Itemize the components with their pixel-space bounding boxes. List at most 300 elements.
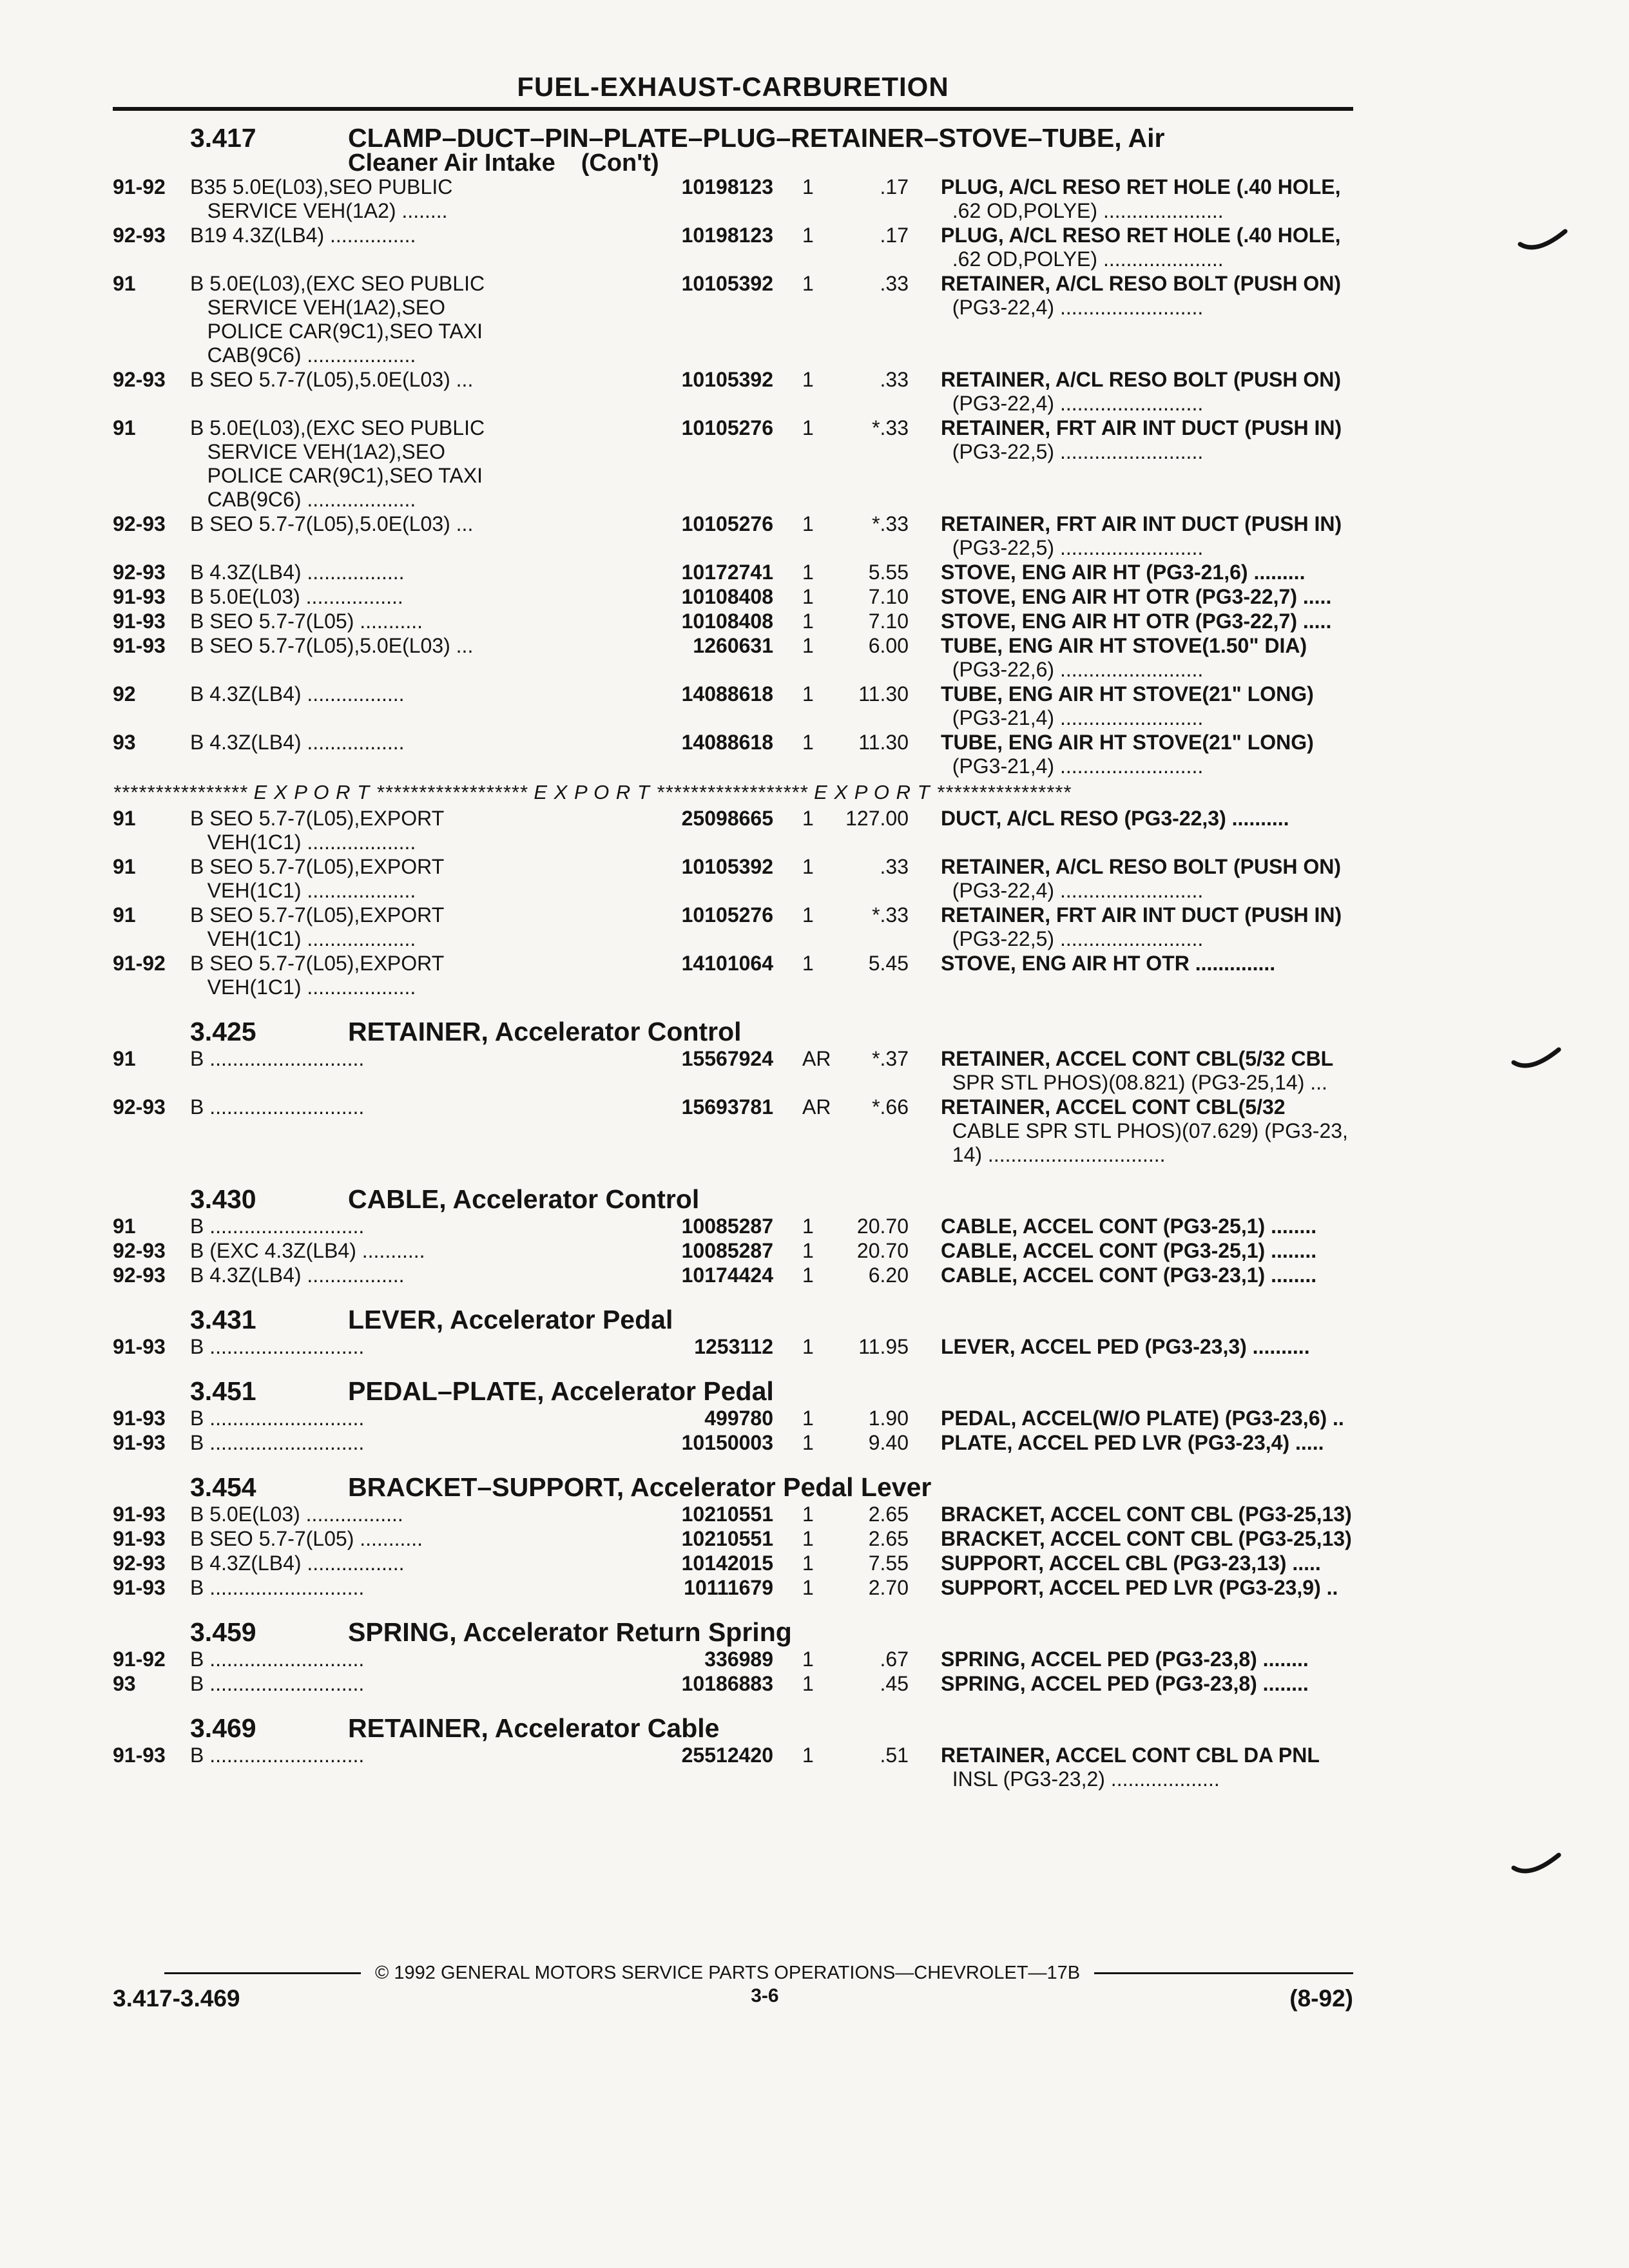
part-name-line: 14) ............................... xyxy=(941,1143,1166,1166)
quantity: 1 xyxy=(802,1335,814,1358)
price: 9.40 xyxy=(868,1431,909,1454)
catalog-section xyxy=(113,1376,1353,1455)
part-name xyxy=(909,731,1353,778)
part-name-line: BRACKET, ACCEL CONT CBL (PG3-25,13) xyxy=(941,1503,1352,1526)
vehicle-description xyxy=(190,1239,654,1263)
model-years: 91 xyxy=(113,416,136,439)
section-title: LEVER, Accelerator Pedal xyxy=(348,1305,673,1334)
part-name-line: (PG3-21,4) ......................... xyxy=(941,754,1204,778)
description-line: VEH(1C1) ................... xyxy=(190,927,416,950)
header-rule xyxy=(113,107,1353,111)
part-number: 10085287 xyxy=(681,1215,773,1238)
part-name xyxy=(909,1648,1353,1671)
part-name-line: RETAINER, FRT AIR INT DUCT (PUSH IN) xyxy=(941,512,1342,535)
parts-row xyxy=(113,1648,1353,1671)
part-name xyxy=(909,224,1353,271)
parts-row xyxy=(113,1576,1353,1600)
parts-row xyxy=(113,1239,1353,1263)
quantity: 1 xyxy=(802,512,814,535)
checkmark-icon xyxy=(1511,1047,1563,1073)
description-line: B (EXC 4.3Z(LB4) ........... xyxy=(190,1239,425,1262)
part-name xyxy=(909,416,1353,512)
part-name-line: SPRING, ACCEL PED (PG3-23,8) ........ xyxy=(941,1672,1309,1695)
quantity: 1 xyxy=(802,1407,814,1430)
part-number: 1253112 xyxy=(694,1335,773,1358)
price: 2.65 xyxy=(868,1503,909,1526)
parts-row xyxy=(113,368,1353,416)
description-line: VEH(1C1) ................... xyxy=(190,975,416,999)
section-heading xyxy=(113,1016,1353,1047)
model-years: 91-92 xyxy=(113,952,166,975)
price: 2.70 xyxy=(868,1576,909,1599)
price: 7.55 xyxy=(868,1552,909,1575)
part-name xyxy=(909,272,1353,367)
model-years: 91-93 xyxy=(113,585,166,608)
part-number: 10172741 xyxy=(681,561,773,584)
description-line: SERVICE VEH(1A2),SEO xyxy=(190,440,445,463)
section-number: 3.459 xyxy=(190,1617,256,1647)
catalog-section xyxy=(113,1472,1353,1600)
part-number: 14088618 xyxy=(681,731,773,754)
part-name-line: RETAINER, FRT AIR INT DUCT (PUSH IN) xyxy=(941,416,1342,439)
parts-row xyxy=(113,561,1353,584)
description-line: B ........................... xyxy=(190,1576,365,1599)
part-name-line: RETAINER, A/CL RESO BOLT (PUSH ON) xyxy=(941,855,1342,878)
part-name xyxy=(909,1407,1353,1430)
quantity: 1 xyxy=(802,561,814,584)
part-name-line: (PG3-22,4) ......................... xyxy=(941,879,1204,902)
price: 2.65 xyxy=(868,1527,909,1550)
parts-row xyxy=(113,855,1353,903)
model-years: 93 xyxy=(113,731,136,754)
vehicle-description xyxy=(190,512,654,560)
quantity: 1 xyxy=(802,1576,814,1599)
description-line: B 5.0E(L03),(EXC SEO PUBLIC xyxy=(190,272,485,295)
vehicle-description xyxy=(190,1503,654,1526)
description-line: SERVICE VEH(1A2) ........ xyxy=(190,199,448,222)
parts-row xyxy=(113,634,1353,682)
part-number: 10108408 xyxy=(681,585,773,608)
price: 7.10 xyxy=(868,610,909,633)
part-name-line: CABLE, ACCEL CONT (PG3-23,1) ........ xyxy=(941,1264,1317,1287)
vehicle-description xyxy=(190,731,654,778)
section-number: 3.425 xyxy=(190,1017,256,1046)
quantity: 1 xyxy=(802,585,814,608)
section-title: BRACKET–SUPPORT, Accelerator Pedal Lever xyxy=(348,1472,932,1502)
part-name-line: SPR STL PHOS)(08.821) (PG3-25,14) ... xyxy=(941,1071,1327,1094)
price: *.33 xyxy=(872,512,909,535)
part-name xyxy=(909,368,1353,416)
description-line: B SEO 5.7-7(L05),EXPORT xyxy=(190,952,445,975)
vehicle-description xyxy=(190,682,654,730)
part-name-line: PEDAL, ACCEL(W/O PLATE) (PG3-23,6) .. xyxy=(941,1407,1344,1430)
part-name xyxy=(909,1264,1353,1287)
part-number: 1260631 xyxy=(693,634,773,657)
description-line: CAB(9C6) ................... xyxy=(190,488,416,511)
part-name xyxy=(909,561,1353,584)
part-name-line: RETAINER, A/CL RESO BOLT (PUSH ON) xyxy=(941,368,1342,391)
part-name xyxy=(909,682,1353,730)
section-title: SPRING, Accelerator Return Spring xyxy=(348,1617,792,1647)
part-name xyxy=(909,1527,1353,1551)
model-years: 91-93 xyxy=(113,1503,166,1526)
model-years: 92-93 xyxy=(113,1552,166,1575)
model-years: 91-92 xyxy=(113,1648,166,1671)
part-number: 10108408 xyxy=(681,610,773,633)
part-name xyxy=(909,1576,1353,1600)
part-name xyxy=(909,855,1353,903)
vehicle-description xyxy=(190,807,654,854)
model-years: 91-93 xyxy=(113,1744,166,1767)
description-line: B 4.3Z(LB4) ................. xyxy=(190,731,405,754)
section-title: RETAINER, Accelerator Control xyxy=(348,1017,742,1046)
model-years: 91 xyxy=(113,855,136,878)
part-name xyxy=(909,1672,1353,1696)
model-years: 92-93 xyxy=(113,561,166,584)
export-banner: **************** E X P O R T ****************** E X P O R T ****************** E X P O R T **************** xyxy=(113,781,1072,803)
part-name xyxy=(909,1503,1353,1526)
description-line: B ........................... xyxy=(190,1335,365,1358)
model-years: 91 xyxy=(113,807,136,830)
part-number: 10198123 xyxy=(681,224,773,247)
catalog-page xyxy=(113,71,1353,2165)
footer-range: 3.417-3.469 xyxy=(113,1985,240,2012)
part-name-line: (PG3-22,4) ......................... xyxy=(941,392,1204,415)
description-line: POLICE CAR(9C1),SEO TAXI xyxy=(190,320,483,343)
part-number: 10210551 xyxy=(681,1503,773,1526)
checkmark-icon xyxy=(1518,229,1569,255)
part-number: 14088618 xyxy=(681,682,773,706)
part-name-line: TUBE, ENG AIR HT STOVE(1.50" DIA) xyxy=(941,634,1307,657)
price: 11.95 xyxy=(858,1335,909,1358)
part-name-line: CABLE SPR STL PHOS)(07.629) (PG3-23, xyxy=(941,1119,1348,1142)
quantity: 1 xyxy=(802,855,814,878)
part-name-line: RETAINER, ACCEL CONT CBL(5/32 xyxy=(941,1095,1286,1119)
parts-row xyxy=(113,1407,1353,1430)
part-number: 10186883 xyxy=(681,1672,773,1695)
price: 11.30 xyxy=(858,731,909,754)
quantity: 1 xyxy=(802,416,814,439)
price: 20.70 xyxy=(856,1215,909,1238)
quantity: 1 xyxy=(802,1264,814,1287)
parts-row xyxy=(113,1672,1353,1696)
parts-row xyxy=(113,903,1353,951)
part-name-line: PLUG, A/CL RESO RET HOLE (.40 HOLE, xyxy=(941,224,1341,247)
vehicle-description xyxy=(190,1264,654,1287)
model-years: 91-92 xyxy=(113,175,166,198)
part-name-line: DUCT, A/CL RESO (PG3-22,3) .......... xyxy=(941,807,1289,830)
part-number: 14101064 xyxy=(681,952,773,975)
description-line: SERVICE VEH(1A2),SEO xyxy=(190,296,445,319)
quantity: 1 xyxy=(802,1744,814,1767)
description-line: B19 4.3Z(LB4) ............... xyxy=(190,224,416,247)
vehicle-description xyxy=(190,1744,654,1791)
footer-page-number: 3-6 xyxy=(751,1985,779,2006)
part-number: 10105392 xyxy=(681,272,773,295)
part-name xyxy=(909,585,1353,609)
section-number: 3.430 xyxy=(190,1184,256,1214)
description-line: B SEO 5.7-7(L05) ........... xyxy=(190,1527,423,1550)
vehicle-description xyxy=(190,1407,654,1430)
quantity: 1 xyxy=(802,807,814,830)
description-line: B ........................... xyxy=(190,1095,365,1119)
section-subtitle: Cleaner Air Intake xyxy=(348,149,555,177)
vehicle-description xyxy=(190,561,654,584)
catalog-section xyxy=(113,1617,1353,1696)
part-name-line: (PG3-22,5) ......................... xyxy=(941,440,1204,463)
part-number: 15567924 xyxy=(681,1047,773,1070)
section-heading xyxy=(113,1184,1353,1215)
part-number: 25512420 xyxy=(681,1744,773,1767)
section-number: 3.469 xyxy=(190,1713,256,1743)
part-number: 10198123 xyxy=(681,175,773,198)
quantity: 1 xyxy=(802,731,814,754)
part-name-line: SUPPORT, ACCEL PED LVR (PG3-23,9) .. xyxy=(941,1576,1338,1599)
model-years: 91-93 xyxy=(113,610,166,633)
section-subtitle-line xyxy=(348,151,1353,175)
part-number: 499780 xyxy=(704,1407,773,1430)
part-name-line: TUBE, ENG AIR HT STOVE(21" LONG) xyxy=(941,731,1314,754)
vehicle-description xyxy=(190,610,654,633)
model-years: 91-93 xyxy=(113,1431,166,1454)
model-years: 91 xyxy=(113,1047,136,1070)
part-number: 10111679 xyxy=(684,1576,773,1599)
part-number: 10105392 xyxy=(681,855,773,878)
part-name xyxy=(909,807,1353,854)
section-number: 3.431 xyxy=(190,1305,256,1334)
price: .17 xyxy=(880,175,909,198)
description-line: B ........................... xyxy=(190,1215,365,1238)
part-name-line: .62 OD,POLYE) ..................... xyxy=(941,247,1224,271)
quantity: AR xyxy=(802,1047,831,1070)
part-name-line: TUBE, ENG AIR HT STOVE(21" LONG) xyxy=(941,682,1314,706)
parts-row xyxy=(113,1527,1353,1551)
part-name-line: (PG3-22,5) ......................... xyxy=(941,927,1204,950)
model-years: 91 xyxy=(113,903,136,927)
description-line: B 4.3Z(LB4) ................. xyxy=(190,561,405,584)
parts-row xyxy=(113,1047,1353,1095)
vehicle-description xyxy=(190,1335,654,1359)
part-name-line: INSL (PG3-23,2) ................... xyxy=(941,1767,1220,1791)
catalog-section xyxy=(113,1016,1353,1167)
page-footer xyxy=(113,1962,1353,2012)
model-years: 91-93 xyxy=(113,1576,166,1599)
price: 7.10 xyxy=(868,585,909,608)
description-line: B SEO 5.7-7(L05),EXPORT xyxy=(190,807,445,830)
section-number: 3.454 xyxy=(190,1472,256,1502)
model-years: 91-93 xyxy=(113,1407,166,1430)
part-name-line: SUPPORT, ACCEL CBL (PG3-23,13) ..... xyxy=(941,1552,1321,1575)
description-line: B ........................... xyxy=(190,1744,365,1767)
part-name xyxy=(909,175,1353,223)
section-heading xyxy=(113,1472,1353,1503)
part-name-line: LEVER, ACCEL PED (PG3-23,3) .......... xyxy=(941,1335,1310,1358)
description-line: B 5.0E(L03),(EXC SEO PUBLIC xyxy=(190,416,485,439)
quantity: 1 xyxy=(802,1527,814,1550)
part-name xyxy=(909,1215,1353,1238)
quantity: 1 xyxy=(802,1215,814,1238)
description-line: B ........................... xyxy=(190,1672,365,1695)
parts-row xyxy=(113,952,1353,999)
part-number: 10142015 xyxy=(681,1552,773,1575)
part-name-line: (PG3-22,4) ......................... xyxy=(941,296,1204,319)
price: *.37 xyxy=(872,1047,909,1070)
part-number: 336989 xyxy=(704,1648,773,1671)
part-name-line: STOVE, ENG AIR HT OTR .............. xyxy=(941,952,1276,975)
section-title: RETAINER, Accelerator Cable xyxy=(348,1713,720,1743)
part-name-line: RETAINER, ACCEL CONT CBL(5/32 CBL xyxy=(941,1047,1334,1070)
quantity: AR xyxy=(802,1095,831,1119)
page-header: FUEL-EXHAUST-CARBURETION xyxy=(517,72,949,102)
price: *.33 xyxy=(872,903,909,927)
parts-row xyxy=(113,807,1353,854)
part-number: 25098665 xyxy=(681,807,773,830)
section-heading xyxy=(113,1376,1353,1407)
price: .33 xyxy=(880,855,909,878)
quantity: 1 xyxy=(802,682,814,706)
description-line: POLICE CAR(9C1),SEO TAXI xyxy=(190,464,483,487)
model-years: 92 xyxy=(113,682,136,706)
vehicle-description xyxy=(190,1576,654,1600)
parts-row xyxy=(113,610,1353,633)
parts-row xyxy=(113,1744,1353,1791)
footer-copyright: © 1992 GENERAL MOTORS SERVICE PARTS OPERATIONS—CHEVROLET—17B xyxy=(375,1963,1081,1983)
part-number: 10105276 xyxy=(681,903,773,927)
vehicle-description xyxy=(190,272,654,367)
description-line: B 4.3Z(LB4) ................. xyxy=(190,682,405,706)
model-years: 92-93 xyxy=(113,1264,166,1287)
description-line: B ........................... xyxy=(190,1431,365,1454)
vehicle-description xyxy=(190,1095,654,1167)
vehicle-description xyxy=(190,903,654,951)
price: .67 xyxy=(880,1648,909,1671)
section-heading xyxy=(113,1304,1353,1335)
part-name xyxy=(909,1431,1353,1455)
price: 5.45 xyxy=(868,952,909,975)
part-name xyxy=(909,634,1353,682)
vehicle-description xyxy=(190,1047,654,1095)
part-name-line: RETAINER, FRT AIR INT DUCT (PUSH IN) xyxy=(941,903,1342,927)
model-years: 93 xyxy=(113,1672,136,1695)
model-years: 91-93 xyxy=(113,1527,166,1550)
parts-row xyxy=(113,416,1353,512)
model-years: 91 xyxy=(113,272,136,295)
catalog-section xyxy=(113,122,1353,999)
parts-row xyxy=(113,224,1353,271)
vehicle-description xyxy=(190,368,654,416)
part-name-line: RETAINER, ACCEL CONT CBL DA PNL xyxy=(941,1744,1320,1767)
section-title: CLAMP–DUCT–PIN–PLATE–PLUG–RETAINER–STOVE–TUBE, Air xyxy=(348,123,1165,153)
vehicle-description xyxy=(190,585,654,609)
catalog-section xyxy=(113,1184,1353,1287)
model-years: 92-93 xyxy=(113,368,166,391)
parts-row xyxy=(113,175,1353,223)
footer-bottom xyxy=(113,1985,1353,2012)
quantity: 1 xyxy=(802,1552,814,1575)
description-line: B ........................... xyxy=(190,1407,365,1430)
part-number: 10085287 xyxy=(681,1239,773,1262)
parts-row xyxy=(113,1335,1353,1359)
part-name-line: (PG3-22,6) ......................... xyxy=(941,658,1204,681)
continued-note: (Con't) xyxy=(581,149,659,177)
parts-row xyxy=(113,1264,1353,1287)
description-line: B SEO 5.7-7(L05) ........... xyxy=(190,610,423,633)
part-name-line: CABLE, ACCEL CONT (PG3-25,1) ........ xyxy=(941,1239,1317,1262)
part-number: 10150003 xyxy=(681,1431,773,1454)
part-number: 10174424 xyxy=(681,1264,773,1287)
price: .33 xyxy=(880,368,909,391)
description-line: B35 5.0E(L03),SEO PUBLIC xyxy=(190,175,453,198)
description-line: B 4.3Z(LB4) ................. xyxy=(190,1552,405,1575)
quantity: 1 xyxy=(802,175,814,198)
part-name xyxy=(909,1744,1353,1791)
vehicle-description xyxy=(190,855,654,903)
footer-rule-left xyxy=(164,1972,361,1974)
description-line: VEH(1C1) ................... xyxy=(190,831,416,854)
vehicle-description xyxy=(190,1527,654,1551)
description-line: B SEO 5.7-7(L05),EXPORT xyxy=(190,855,445,878)
price: 1.90 xyxy=(868,1407,909,1430)
quantity: 1 xyxy=(802,634,814,657)
quantity: 1 xyxy=(802,1672,814,1695)
vehicle-description xyxy=(190,1431,654,1455)
description-line: B 5.0E(L03) ................. xyxy=(190,1503,403,1526)
description-line: B SEO 5.7-7(L05),5.0E(L03) ... xyxy=(190,512,474,535)
parts-row xyxy=(113,682,1353,730)
part-name xyxy=(909,610,1353,633)
vehicle-description xyxy=(190,952,654,999)
model-years: 91-93 xyxy=(113,634,166,657)
price: 6.00 xyxy=(868,634,909,657)
section-title: PEDAL–PLATE, Accelerator Pedal xyxy=(348,1376,774,1406)
part-name-line: BRACKET, ACCEL CONT CBL (PG3-25,13) xyxy=(941,1527,1352,1550)
quantity: 1 xyxy=(802,952,814,975)
part-name-line: PLATE, ACCEL PED LVR (PG3-23,4) ..... xyxy=(941,1431,1324,1454)
description-line: CAB(9C6) ................... xyxy=(190,343,416,367)
part-number: 10105276 xyxy=(681,416,773,439)
quantity: 1 xyxy=(802,368,814,391)
vehicle-description xyxy=(190,224,654,271)
price: 5.55 xyxy=(868,561,909,584)
description-line: B 4.3Z(LB4) ................. xyxy=(190,1264,405,1287)
checkmark-icon xyxy=(1511,1852,1563,1878)
section-heading xyxy=(113,1617,1353,1648)
parts-row xyxy=(113,1095,1353,1167)
part-name-line: STOVE, ENG AIR HT (PG3-21,6) ......... xyxy=(941,561,1306,584)
model-years: 92-93 xyxy=(113,224,166,247)
catalog-section xyxy=(113,1713,1353,1791)
quantity: 1 xyxy=(802,1431,814,1454)
model-years: 92-93 xyxy=(113,1239,166,1262)
part-name-line: STOVE, ENG AIR HT OTR (PG3-22,7) ..... xyxy=(941,610,1332,633)
model-years: 92-93 xyxy=(113,512,166,535)
section-number: 3.451 xyxy=(190,1376,256,1406)
price: 6.20 xyxy=(868,1264,909,1287)
vehicle-description xyxy=(190,1215,654,1238)
footer-copyright-line xyxy=(113,1962,1353,1984)
part-name xyxy=(909,903,1353,951)
part-name xyxy=(909,1047,1353,1095)
part-name xyxy=(909,512,1353,560)
vehicle-description xyxy=(190,416,654,512)
part-name-line: RETAINER, A/CL RESO BOLT (PUSH ON) xyxy=(941,272,1342,295)
price: 127.00 xyxy=(845,807,909,830)
description-line: B SEO 5.7-7(L05),EXPORT xyxy=(190,903,445,927)
part-number: 15693781 xyxy=(681,1095,773,1119)
description-line: B 5.0E(L03) ................. xyxy=(190,585,403,608)
quantity: 1 xyxy=(802,272,814,295)
description-line: B ........................... xyxy=(190,1047,365,1070)
